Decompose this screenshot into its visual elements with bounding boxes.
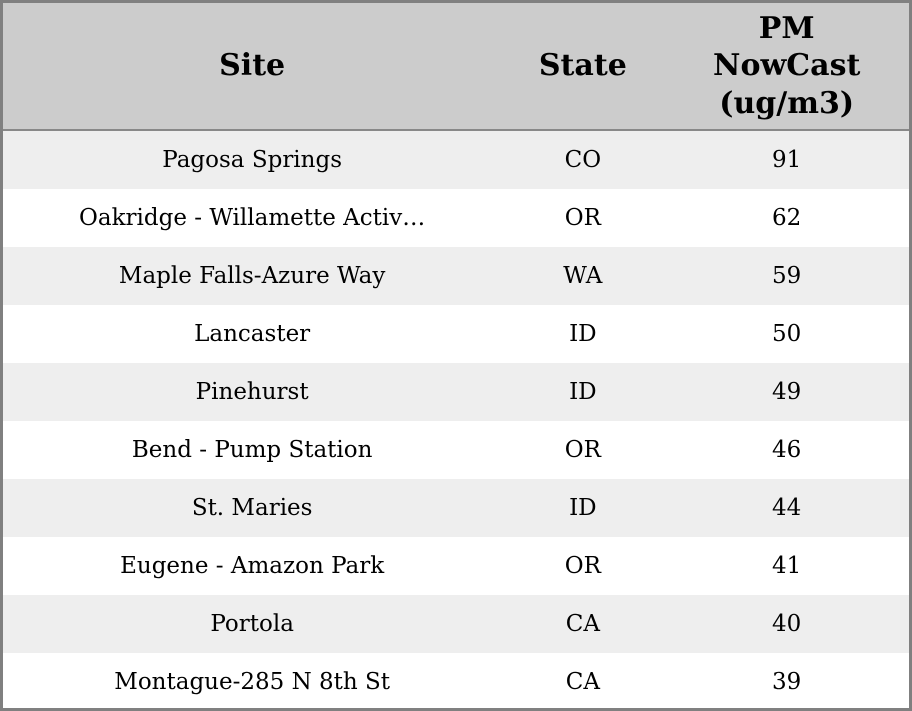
site-pm-table <box>3 3 909 711</box>
pm-value-cell: 62 <box>772 205 802 231</box>
state-cell: CA <box>565 611 600 637</box>
state-cell: OR <box>564 437 601 463</box>
site-cell: Pinehurst <box>195 379 309 405</box>
table-row <box>3 421 909 479</box>
table-row <box>3 189 909 247</box>
site-cell: St. Maries <box>191 495 313 521</box>
pm-header-line-1: PM <box>758 10 815 46</box>
site-cell: Lancaster <box>194 321 311 347</box>
column-header-state: State <box>501 3 664 130</box>
table-row <box>3 537 909 595</box>
table-row <box>3 130 909 189</box>
column-header-site: Site <box>3 3 501 130</box>
state-cell: ID <box>569 495 597 521</box>
pm-value-cell: 41 <box>772 553 802 579</box>
site-cell: Maple Falls-Azure Way <box>118 263 386 289</box>
table-row <box>3 653 909 711</box>
pm-value-cell: 50 <box>772 321 802 347</box>
pm-value-cell: 44 <box>772 495 802 521</box>
state-cell: ID <box>569 321 597 347</box>
table-row <box>3 247 909 305</box>
pm-value-cell: 49 <box>772 379 802 405</box>
pm-header-line-3: (ug/m3) <box>719 85 855 121</box>
table-row <box>3 595 909 653</box>
site-cell: Eugene - Amazon Park <box>120 553 385 579</box>
pm-value-cell: 91 <box>772 147 802 173</box>
state-cell: WA <box>563 263 603 289</box>
state-cell: ID <box>569 379 597 405</box>
site-cell: Bend - Pump Station <box>131 437 373 463</box>
pm-header-line-2: NowCast <box>713 48 861 84</box>
table-row <box>3 363 909 421</box>
state-cell: CO <box>564 147 602 173</box>
state-cell: OR <box>564 553 601 579</box>
table-row <box>3 305 909 363</box>
pm-value-cell: 46 <box>772 437 802 463</box>
pm-value-cell: 39 <box>772 669 802 695</box>
site-cell: Pagosa Springs <box>162 147 343 173</box>
table-row <box>3 479 909 537</box>
state-cell: CA <box>565 669 600 695</box>
column-header-pm-nowcast <box>664 3 909 130</box>
state-cell: OR <box>564 205 601 231</box>
header-row <box>3 3 909 130</box>
site-cell: Portola <box>210 611 294 637</box>
pm-value-cell: 59 <box>772 263 802 289</box>
site-cell: Montague-285 N 8th St <box>114 669 391 695</box>
pm-value-cell: 40 <box>772 611 802 637</box>
site-cell: Oakridge - Willamette Activ… <box>79 205 426 231</box>
